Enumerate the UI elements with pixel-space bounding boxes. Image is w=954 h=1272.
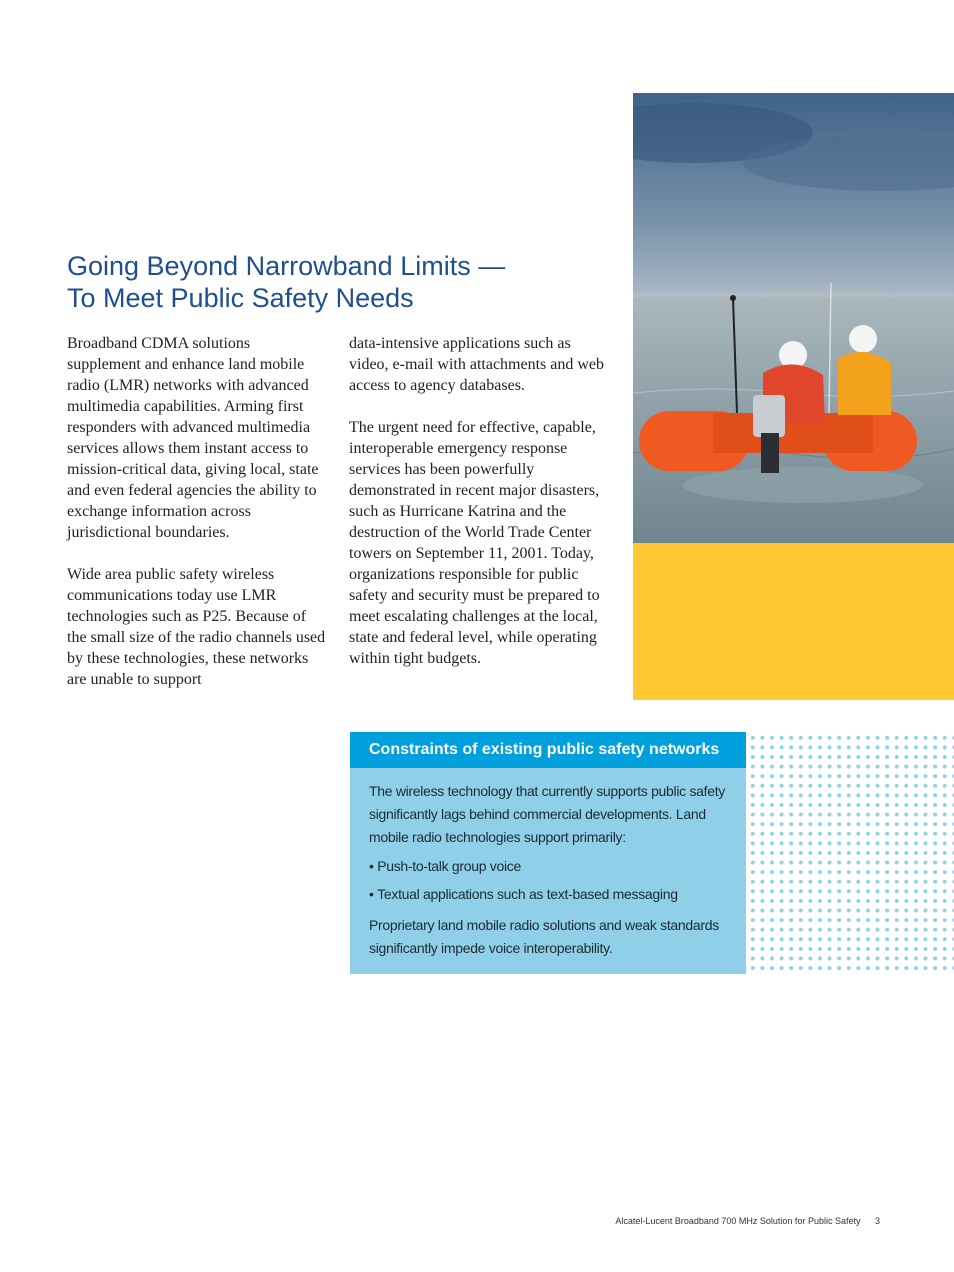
constraints-callout-box (350, 732, 746, 974)
page-footer (615, 1216, 880, 1226)
footer-text: Alcatel-Lucent Broadband 700 MHz Solution for Public Safety (615, 1216, 861, 1226)
callout-bullet: • Push-to-talk group voice (369, 855, 728, 878)
callout-bullet: • Textual applications such as text-based messaging (369, 883, 728, 906)
callout-bullet-list (369, 855, 728, 906)
heading-line-2: To Meet Public Safety Needs (67, 283, 414, 313)
body-column-right (349, 333, 607, 690)
body-paragraph: Broadband CDMA solutions supplement and enhance land mobile radio (LMR) networks with advanced multimedia capabilities. Arming first responders with advanced multimedia services allows them instant access to mission-critical data, giving local, state and even federal agencies the ability to exchange information across jurisdictional boundaries. (67, 335, 319, 541)
rescue-boat-photo (633, 93, 954, 543)
callout-body (350, 768, 746, 960)
body-paragraph: Wide area public safety wireless communications today use LMR technologies such as P25. Because of the small size of the radio channels used by these technologies, these networks are unable to support (67, 566, 326, 688)
heading-line-1: Going Beyond Narrowband Limits — (67, 251, 506, 281)
callout-title: Constraints of existing public safety networks (350, 732, 746, 768)
body-paragraph: data-intensive applications such as video, e-mail with attachments and web access to agency databases. (349, 335, 605, 394)
callout-closing: Proprietary land mobile radio solutions and weak standards significantly impede voice interoperability. (369, 917, 719, 956)
callout-intro: The wireless technology that currently supports public safety significantly lags behind commercial developments. Land mobile radio technologies support primarily: (369, 783, 725, 845)
body-paragraph: The urgent need for effective, capable, interoperable emergency response services has been powerfully demonstrated in recent major disasters, such as Hurricane Katrina and the destruction of the World Trade Center towers on September 11, 2001. Today, organizations responsible for public safety and security must be prepared to meet escalating challenges at the local, state and federal level, while operating within tight budgets. (349, 419, 600, 667)
page-number: 3 (874, 1216, 880, 1226)
body-column-left (67, 333, 327, 711)
page-heading (67, 250, 607, 314)
dot-pattern-decoration (746, 732, 954, 974)
yellow-accent-panel (633, 543, 954, 700)
